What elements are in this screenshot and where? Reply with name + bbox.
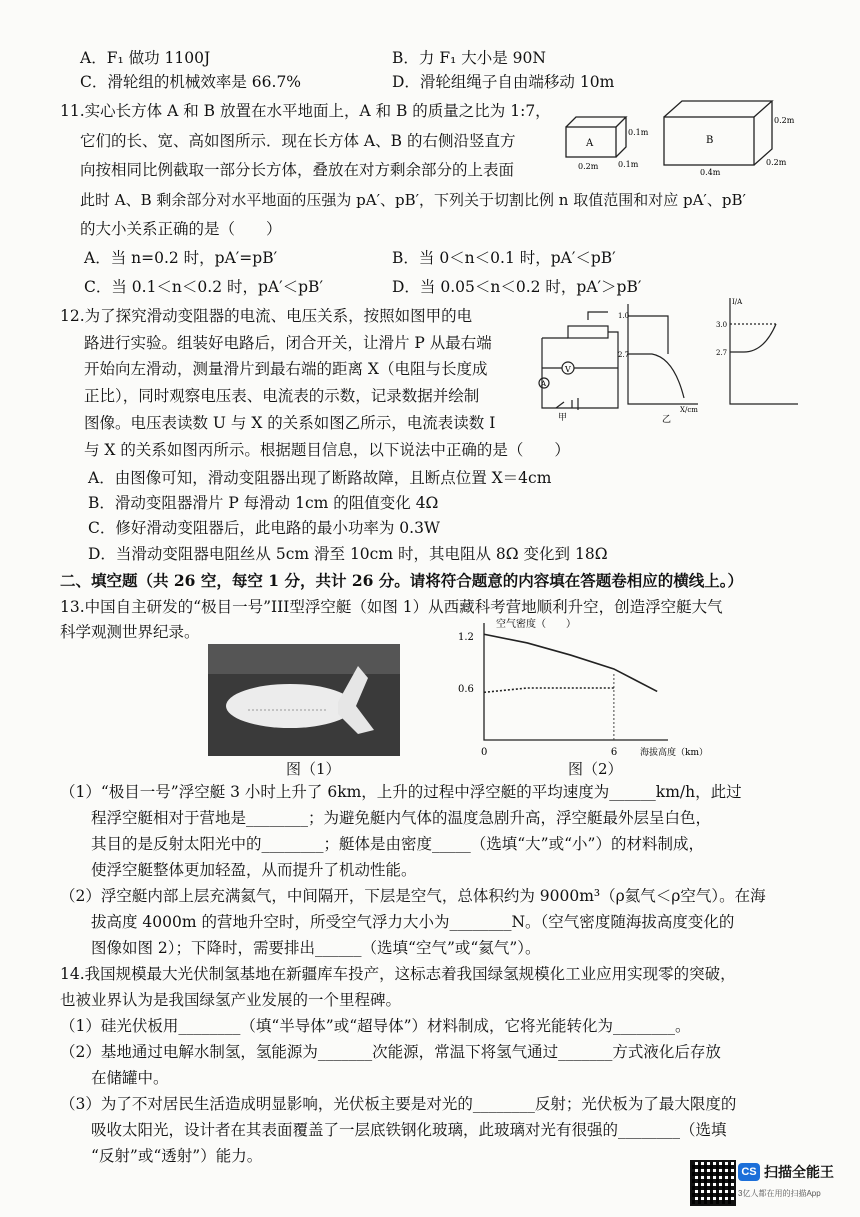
q11-option-a: A．当 n=0.2 时，pA′=pB′	[84, 249, 278, 267]
q12-option-c: C．修好滑动变阻器后，此电路的最小功率为 0.3W	[88, 519, 440, 537]
q11-line-2: 它们的长、宽、高如图所示．现在长方体 A、B 的右侧沿竖直方	[80, 132, 516, 150]
q13-line-1: 13.中国自主研发的“极目一号”III型浮空艇（如图 1）从西藏科考营地顺利升空，创造浮空艇大气	[60, 598, 723, 616]
i-axis-label: I/A	[732, 298, 743, 306]
q11-option-b: B．当 0＜n＜0.1 时，pA′＜pB′	[392, 249, 616, 267]
block-b-length: 0.4m	[700, 168, 721, 177]
q12-option-a: A．由图像可知，滑动变阻器出现了断路故障，且断点位置 X＝4cm	[88, 469, 552, 487]
q13-sub2-line-1: （2）浮空艇内部上层充满氦气，中间隔开，下层是空气，总体积约为 9000m³（ρ氦气＜ρ空气）。在海	[60, 887, 766, 905]
q14-sub3-line-3: “反射”或“透射”）能力。	[60, 1147, 263, 1165]
i-mid-tick: 2.7	[716, 349, 728, 357]
q10-option-b: B．力 F₁ 大小是 90N	[392, 49, 546, 67]
q12-line-2: 路进行实验。组装好电路后，闭合开关，让滑片 P 从最右端	[84, 334, 492, 352]
section-2-heading: 二、填空题（共 26 空，每空 1 分，共计 26 分。请将符合题意的内容填在答题卷相应的横线上。）	[60, 571, 744, 590]
chart-y-tick: 1.2	[458, 632, 474, 643]
q12-option-d: D．当滑动变阻器电阻丝从 5cm 滑至 10cm 时，其电阻从 8Ω 变化到 18Ω	[88, 545, 608, 563]
block-b-label: B	[706, 135, 714, 146]
q13-sub1-line-3: 其目的是反射太阳光中的________；艇体是由密度_____（选填“大”或“小”）的材料制成，	[60, 835, 704, 853]
q12-line-3: 开始向左滑动，测量滑片到最右端的距离 X（电阻与长度成	[84, 360, 488, 378]
q13-sub2-line-2: 拔高度 4000m 的营地升空时，所受空气浮力大小为________N。（空气密度随海拔高度变化的	[60, 913, 735, 931]
q11-line-5: 的大小关系正确的是（ ）	[80, 220, 282, 238]
air-density-chart	[440, 615, 708, 765]
q13-sub1-line-2: 程浮空艇相对于营地是________；为避免艇内气体的温度急剧升高，浮空艇最外层呈白色，	[60, 809, 712, 827]
chart-xlabel: 海拔高度（km）	[640, 748, 708, 758]
q12-line-1: 12.为了探究滑动变阻器的电流、电压关系，按照如图甲的电	[60, 307, 473, 325]
block-a-height: 0.1m	[628, 128, 649, 137]
q13-line-2: 科学观测世界纪录。	[60, 623, 200, 641]
block-b-width: 0.2m	[766, 158, 787, 167]
q12-line-5: 图像。电压表读数 U 与 X 的关系如图乙所示，电流表读数 I	[84, 414, 496, 432]
fig-yi-label: 乙	[662, 415, 672, 425]
x-unit-label: X/cm	[680, 406, 698, 414]
q11-line-4: 此时 A、B 剩余部分对水平地面的压强为 pA′、pB′，下列关于切割比例 n 取值范围和对应 pA′、pB′	[80, 191, 746, 209]
chart-x-tick: 6	[610, 747, 618, 758]
q14-line-1: 14.我国规模最大光伏制氢基地在新疆库车投产，这标志着我国绿氢规模化工业应用实现零的突破，	[60, 965, 736, 983]
svg-text:V: V	[565, 365, 571, 374]
q14-sub2-line-1: （2）基地通过电解水制氢，氢能源为_______次能源，常温下将氢气通过_______方式液化后存放	[60, 1043, 721, 1061]
chart-series-1	[484, 634, 657, 691]
block-a-label: A	[586, 138, 594, 149]
q14-sub1: （1）硅光伏板用________（填“半导体”或“超导体”）材料制成，它将光能转化为________。	[60, 1017, 691, 1035]
camscanner-logo-icon: CS	[738, 1163, 760, 1181]
q10-option-a: A．F₁ 做功 1100J	[80, 49, 211, 67]
q14-sub3-line-2: 吸收太阳光，设计者在其表面覆盖了一层底铁钢化玻璃，此玻璃对光有很强的________（选填	[60, 1121, 727, 1139]
scanner-watermark	[690, 1158, 850, 1208]
chart-y-tick: 0.6	[458, 684, 474, 695]
chart-ylabel: 空气密度（ ）	[496, 619, 576, 630]
u-mid-tick: 2.7	[618, 351, 630, 359]
q14-sub3-line-1: （3）为了不对居民生活造成明显影响，光伏板主要是对光的________反射；光伏板为了最大限度的	[60, 1095, 737, 1113]
chart-x-tick: 0	[481, 747, 488, 758]
q12-option-b: B．滑动变阻器滑片 P 每滑动 1cm 的阻值变化 4Ω	[88, 494, 439, 512]
q10-option-c: C．滑轮组的机械效率是 66.7%	[80, 73, 302, 91]
block-b-height: 0.2m	[774, 116, 795, 125]
q13-sub1-line-4: 使浮空艇整体更加轻盈，从而提升了机动性能。	[60, 861, 417, 879]
q12-line-4: 正比），同时观察电压表、电流表的示数，记录数据并绘制	[84, 387, 480, 405]
fig1-caption: 图（1）	[286, 760, 341, 778]
q12-voltage-graph	[618, 298, 708, 423]
q11-line-1: 11.实心长方体 A 和 B 放置在水平地面上，A 和 B 的质量之比为 1:7，	[60, 102, 551, 120]
q11-blocks-figure	[560, 95, 800, 175]
q11-option-c: C．当 0.1＜n＜0.2 时，pA′＜pB′	[84, 278, 323, 296]
q14-sub2-line-2: 在储罐中。	[60, 1069, 169, 1087]
q12-circuit-diagram	[538, 298, 628, 423]
chart-series-2	[484, 688, 614, 692]
camscanner-app-name: 扫描全能王	[764, 1164, 834, 1180]
q13-sub1-line-1: （1）“极目一号”浮空艇 3 小时上升了 6km，上升的过程中浮空艇的平均速度为______km/h，此过	[60, 783, 742, 801]
camscanner-tagline: 3亿人都在用的扫描App	[738, 1189, 821, 1198]
q14-line-2: 也被业界认为是我国绿氢产业发展的一个里程碑。	[60, 991, 402, 1009]
block-a-width: 0.1m	[618, 160, 639, 169]
q11-line-3: 向按相同比例截取一部分长方体，叠放在对方剩余部分的上表面	[80, 161, 515, 179]
qr-code	[690, 1160, 736, 1206]
u-max-tick: 1.0	[618, 312, 630, 320]
fig-jia-label: 甲	[558, 413, 568, 423]
block-a-length: 0.2m	[578, 162, 599, 171]
q13-sub2-line-3: 图像如图 2）；下降时，需要排出______（选填“空气”或“氦气”）。	[60, 939, 541, 957]
q10-option-d: D．滑轮组绳子自由端移动 10m	[392, 73, 615, 91]
q12-current-graph	[714, 294, 804, 419]
airship-photo	[208, 644, 400, 756]
i-top-tick: 3.0	[716, 321, 728, 329]
q11-option-d: D．当 0.05＜n＜0.2 时，pA′＞pB′	[392, 278, 642, 296]
q12-line-6: 与 X 的关系如图丙所示。根据题目信息，以下说法中正确的是（ ）	[84, 441, 570, 459]
svg-text:A: A	[541, 380, 547, 388]
fig2-caption: 图（2）	[568, 760, 623, 778]
